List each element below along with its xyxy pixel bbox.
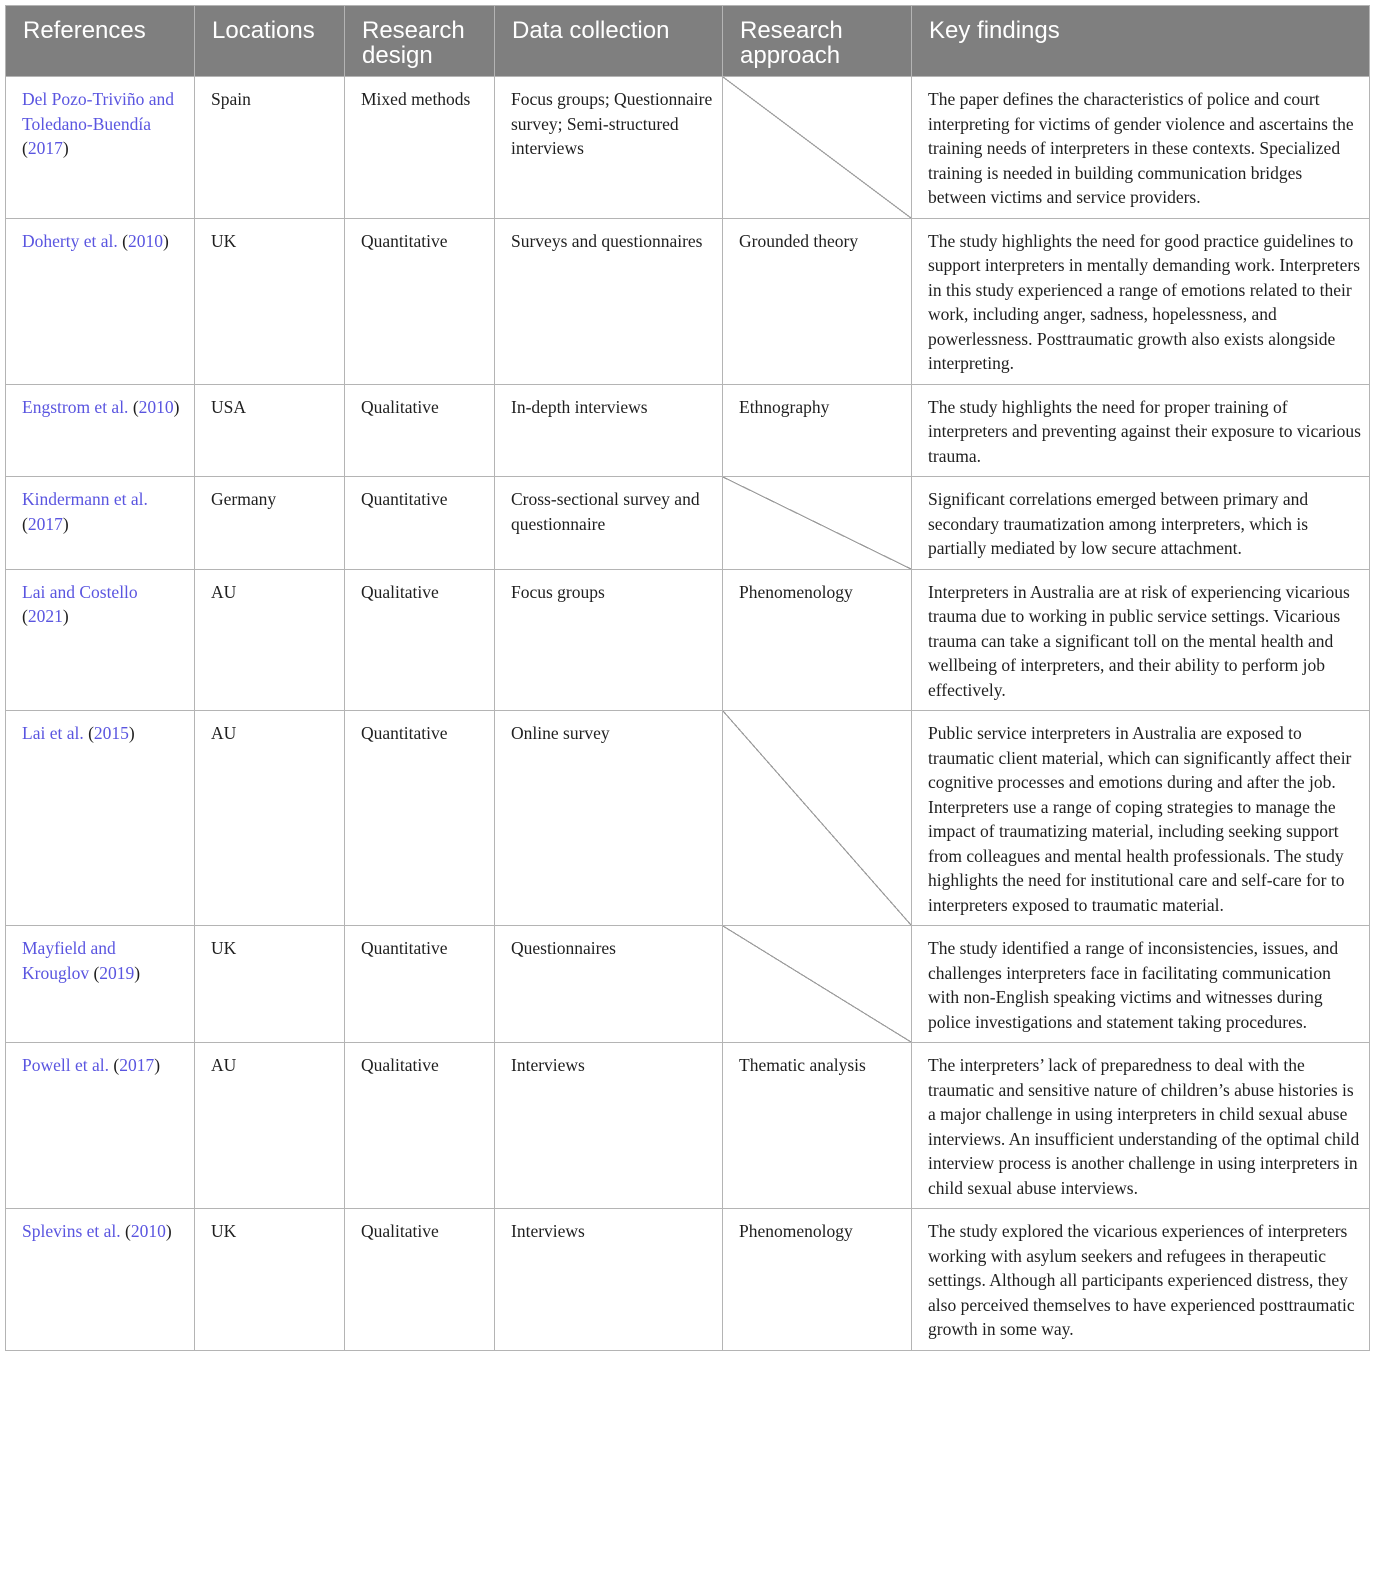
table-row bbox=[6, 218, 1370, 384]
table-row bbox=[6, 926, 1370, 1043]
research-approach-cell: Ethnography bbox=[723, 384, 912, 477]
key-findings-cell: The interpreters’ lack of preparedness to deal with the traumatic and sensitive nature of children’s abuse histories is a major challenge in using interpreters in child sexual abuse interviews. An insufficient understanding of the optimal child interview process is another challenge in using interpreters in child sexual abuse interviews. bbox=[912, 1043, 1370, 1209]
close-paren: ) bbox=[62, 138, 69, 158]
reference-cell bbox=[6, 569, 195, 711]
research-design-cell: Qualitative bbox=[345, 384, 495, 477]
reference-cell bbox=[6, 711, 195, 926]
reference-authors-link[interactable]: Lai et al. bbox=[22, 723, 84, 743]
table-row bbox=[6, 477, 1370, 570]
data-collection-cell: Focus groups bbox=[495, 569, 723, 711]
data-collection-cell: Interviews bbox=[495, 1209, 723, 1351]
research-approach-cell: Grounded theory bbox=[723, 218, 912, 384]
header-row bbox=[6, 6, 1370, 77]
table-row bbox=[6, 1043, 1370, 1209]
reference-authors-link[interactable]: Kindermann et al. bbox=[22, 489, 148, 509]
reference-year-link[interactable]: 2010 bbox=[138, 396, 174, 417]
location-cell: AU bbox=[195, 1043, 345, 1209]
key-findings-cell: The study identified a range of inconsistencies, issues, and challenges interpreters face in facilitating communication with non-English speaking victims and witnesses during police investigations and statement taking procedures. bbox=[912, 926, 1370, 1043]
data-collection-cell: Surveys and questionnaires bbox=[495, 218, 723, 384]
reference-year-link[interactable]: 2010 bbox=[127, 230, 163, 251]
table-row bbox=[6, 711, 1370, 926]
key-findings-cell: Interpreters in Australia are at risk of experiencing vicarious trauma due to working in public service settings. Vicarious trauma can take a significant toll on the mental health and wellbeing of interpreters, and their ability to perform job effectively. bbox=[912, 569, 1370, 711]
reference-year-link[interactable]: 2017 bbox=[27, 513, 63, 534]
data-collection-cell: Cross-sectional survey and questionnaire bbox=[495, 477, 723, 570]
references-table bbox=[5, 5, 1370, 1351]
reference-year-link[interactable]: 2017 bbox=[27, 138, 63, 158]
reference-year-link[interactable]: 2021 bbox=[27, 606, 63, 626]
research-approach-empty-cell bbox=[723, 477, 912, 570]
reference-cell bbox=[6, 218, 195, 384]
open-paren: ( bbox=[88, 723, 94, 743]
research-design-cell: Quantitative bbox=[345, 477, 495, 570]
research-design-cell: Mixed methods bbox=[345, 77, 495, 219]
close-paren: ) bbox=[62, 513, 69, 534]
data-collection-cell: In-depth interviews bbox=[495, 384, 723, 477]
reference-authors-link[interactable]: Powell et al. bbox=[22, 1055, 109, 1075]
reference-year-link[interactable]: 2019 bbox=[99, 962, 135, 983]
data-collection-cell: Questionnaires bbox=[495, 926, 723, 1043]
reference-cell bbox=[6, 384, 195, 477]
close-paren: ) bbox=[154, 1055, 161, 1075]
reference-year-link[interactable]: 2010 bbox=[130, 1221, 166, 1241]
research-approach-empty-cell bbox=[723, 711, 912, 926]
header-key-findings: Key findings bbox=[912, 6, 1370, 77]
research-design-cell: Quantitative bbox=[345, 926, 495, 1043]
open-paren: ( bbox=[93, 962, 100, 983]
reference-authors-link[interactable]: Splevins et al. bbox=[22, 1221, 121, 1241]
reference-cell bbox=[6, 1043, 195, 1209]
open-paren: ( bbox=[22, 606, 28, 626]
research-design-cell: Qualitative bbox=[345, 1043, 495, 1209]
header-references: References bbox=[6, 6, 195, 77]
reference-authors-link[interactable]: Mayfield and Krouglov bbox=[22, 938, 116, 983]
location-cell: USA bbox=[195, 384, 345, 477]
close-paren: ) bbox=[162, 230, 169, 251]
close-paren: ) bbox=[128, 723, 135, 743]
table-row bbox=[6, 1209, 1370, 1351]
header-research-design: Research design bbox=[345, 6, 495, 77]
research-design-cell: Qualitative bbox=[345, 569, 495, 711]
header-locations: Locations bbox=[195, 6, 345, 77]
key-findings-cell: Public service interpreters in Australia are exposed to traumatic client material, which can significantly affect their cognitive processes and emotions during and after the job. Interpreters use a range of coping strategies to manage the impact of traumatizing material, including seeking support from colleagues and mental health professionals. The study highlights the need for institutional care and self-care for to interpreters exposed to traumatic material. bbox=[912, 711, 1370, 926]
open-paren: ( bbox=[125, 1221, 131, 1241]
table-row bbox=[6, 384, 1370, 477]
research-approach-cell: Phenomenology bbox=[723, 569, 912, 711]
location-cell: AU bbox=[195, 569, 345, 711]
reference-cell bbox=[6, 1209, 195, 1351]
close-paren: ) bbox=[134, 962, 141, 983]
table-body bbox=[6, 77, 1370, 1351]
reference-authors-link[interactable]: Lai and Costello bbox=[22, 581, 138, 602]
table-header bbox=[6, 6, 1370, 77]
research-approach-cell: Phenomenology bbox=[723, 1209, 912, 1351]
research-design-cell: Qualitative bbox=[345, 1209, 495, 1351]
open-paren: ( bbox=[132, 396, 139, 417]
table-row bbox=[6, 77, 1370, 219]
data-collection-cell: Online survey bbox=[495, 711, 723, 926]
close-paren: ) bbox=[165, 1221, 172, 1241]
location-cell: UK bbox=[195, 926, 345, 1043]
location-cell: UK bbox=[195, 1209, 345, 1351]
reference-year-link[interactable]: 2017 bbox=[119, 1055, 155, 1075]
key-findings-cell: The paper defines the characteristics of police and court interpreting for victims of gender violence and ascertains the training needs of interpreters in these contexts. Specialized training is needed in building communication bridges between victims and service providers. bbox=[912, 77, 1370, 219]
reference-authors-link[interactable]: Doherty et al. bbox=[22, 230, 118, 251]
close-paren: ) bbox=[173, 396, 180, 417]
open-paren: ( bbox=[122, 230, 128, 251]
header-data-collection: Data collection bbox=[495, 6, 723, 77]
location-cell: UK bbox=[195, 218, 345, 384]
research-approach-empty-cell bbox=[723, 77, 912, 219]
location-cell: Spain bbox=[195, 77, 345, 219]
open-paren: ( bbox=[22, 513, 28, 534]
key-findings-cell: Significant correlations emerged between primary and secondary traumatization among interpreters, which is partially mediated by low secure attachment. bbox=[912, 477, 1370, 570]
data-collection-cell: Interviews bbox=[495, 1043, 723, 1209]
key-findings-cell: The study highlights the need for proper training of interpreters and preventing against their exposure to vicarious trauma. bbox=[912, 384, 1370, 477]
reference-authors-link[interactable]: Engstrom et al. bbox=[22, 396, 129, 417]
data-collection-cell: Focus groups; Questionnaire survey; Semi-structured interviews bbox=[495, 77, 723, 219]
research-approach-empty-cell bbox=[723, 926, 912, 1043]
reference-cell bbox=[6, 77, 195, 219]
location-cell: AU bbox=[195, 711, 345, 926]
header-research-approach: Research approach bbox=[723, 6, 912, 77]
reference-cell bbox=[6, 926, 195, 1043]
research-approach-cell: Thematic analysis bbox=[723, 1043, 912, 1209]
open-paren: ( bbox=[22, 138, 28, 158]
reference-authors-link[interactable]: Del Pozo-Triviño and Toledano-Buendía bbox=[22, 89, 174, 134]
open-paren: ( bbox=[113, 1055, 120, 1075]
location-cell: Germany bbox=[195, 477, 345, 570]
key-findings-cell: The study highlights the need for good practice guidelines to support interpreters in mentally demanding work. Interpreters in this study experienced a range of emotions related to their work, including anger, sadness, hopelessness, and powerlessness. Posttraumatic growth also exists alongside interpreting. bbox=[912, 218, 1370, 384]
research-design-cell: Quantitative bbox=[345, 218, 495, 384]
reference-year-link[interactable]: 2015 bbox=[93, 723, 129, 743]
key-findings-cell: The study explored the vicarious experiences of interpreters working with asylum seekers and refugees in therapeutic settings. Although all participants experienced distress, they also perceived themselves to have experienced posttraumatic growth in some way. bbox=[912, 1209, 1370, 1351]
close-paren: ) bbox=[62, 606, 69, 626]
research-design-cell: Quantitative bbox=[345, 711, 495, 926]
table-row bbox=[6, 569, 1370, 711]
reference-cell bbox=[6, 477, 195, 570]
